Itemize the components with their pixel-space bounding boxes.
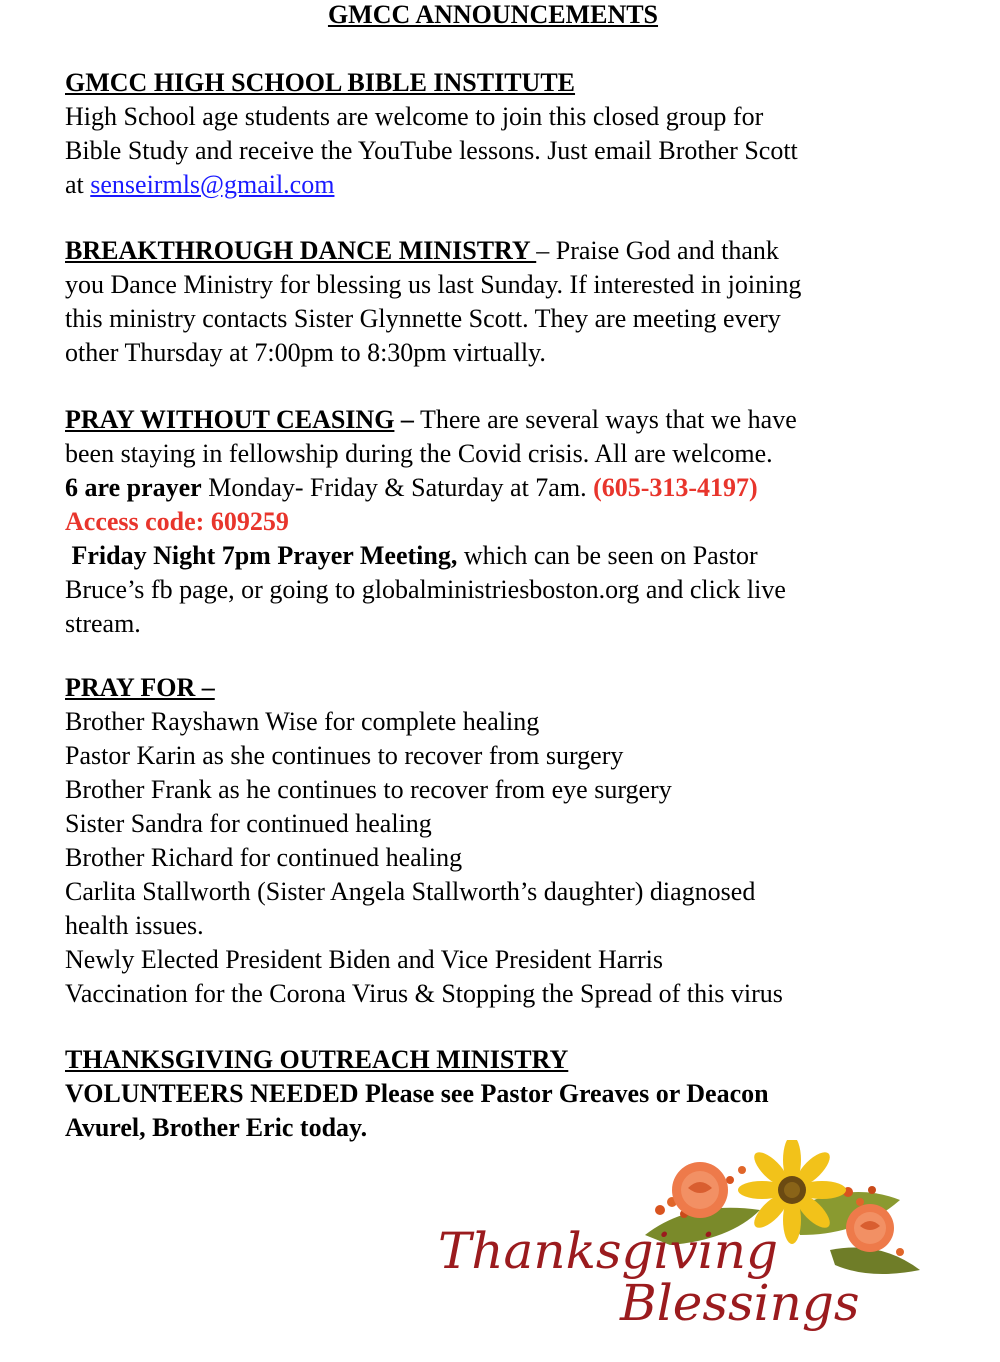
pray-for-heading: PRAY FOR –	[65, 673, 215, 702]
list-item: Brother Rayshawn Wise for complete healing	[65, 707, 540, 736]
pray-without-ceasing-section	[65, 403, 965, 641]
friday-prayer-line-2: Bruce’s fb page, or going to globalministriesboston.org and click live	[65, 575, 786, 604]
bible-institute-heading: GMCC HIGH SCHOOL BIBLE INSTITUTE	[65, 68, 576, 97]
pray-ceasing-dash: –	[394, 405, 414, 434]
list-item: Sister Sandra for continued healing	[65, 809, 432, 838]
prayer-access-code: Access code: 609259	[65, 507, 289, 536]
page-title: GMCC ANNOUNCEMENTS	[327, 0, 659, 29]
list-item: Carlita Stallworth (Sister Angela Stallworth’s daughter) diagnosed	[65, 877, 756, 906]
thanksgiving-outreach-section	[65, 1043, 965, 1145]
bible-institute-section	[65, 66, 965, 202]
email-link[interactable]: senseirmls@gmail.com	[90, 170, 335, 199]
dance-line-3: this ministry contacts Sister Glynnette Scott. They are meeting every	[65, 304, 781, 333]
friday-prayer-label: Friday Night 7pm Prayer Meeting,	[65, 541, 458, 570]
blessings-script-text: Blessings	[620, 1274, 860, 1332]
list-item: Pastor Karin as she continues to recover from surgery	[65, 741, 624, 770]
list-item: health issues.	[65, 911, 204, 940]
dance-ministry-heading: BREAKTHROUGH DANCE MINISTRY	[65, 236, 537, 265]
dance-line-1: – Praise God and thank	[536, 236, 779, 265]
dance-line-2: you Dance Ministry for blessing us last Sunday. If interested in joining	[65, 270, 802, 299]
dance-line-4: other Thursday at 7:00pm to 8:30pm virtually.	[65, 338, 546, 367]
volunteers-line-1: VOLUNTEERS NEEDED Please see Pastor Greaves or Deacon	[65, 1079, 769, 1108]
pray-ceasing-line-2: been staying in fellowship during the Covid crisis. All are welcome.	[65, 439, 773, 468]
six-prayer-label: 6 are prayer	[65, 473, 202, 502]
pray-ceasing-heading: PRAY WITHOUT CEASING	[65, 405, 395, 434]
pray-for-section	[65, 671, 965, 1011]
six-prayer-schedule: Monday- Friday & Saturday at 7am.	[201, 473, 594, 502]
list-item: Brother Frank as he continues to recover from eye surgery	[65, 775, 672, 804]
list-item: Newly Elected President Biden and Vice President Harris	[65, 945, 663, 974]
rose-decoration	[846, 1204, 894, 1252]
friday-prayer-text: which can be seen on Pastor	[457, 541, 758, 570]
friday-prayer-line-3: stream.	[65, 609, 141, 638]
list-item: Vaccination for the Corona Virus & Stopping the Spread of this virus	[65, 979, 783, 1008]
thanksgiving-script-text: Thanksgiving	[438, 1222, 778, 1280]
rose-decoration	[672, 1162, 728, 1218]
thanksgiving-heading: THANKSGIVING OUTREACH MINISTRY	[65, 1045, 569, 1074]
bible-at: at	[65, 170, 91, 199]
bible-line-2: Bible Study and receive the YouTube lessons. Just email Brother Scott	[65, 136, 798, 165]
prayer-phone: (605-313-4197)	[593, 473, 758, 502]
bible-line-1: High School age students are welcome to join this closed group for	[65, 102, 764, 131]
volunteers-line-2: Avurel, Brother Eric today.	[65, 1113, 368, 1142]
dance-ministry-section	[65, 234, 965, 370]
thanksgiving-blessings-graphic	[430, 1140, 930, 1355]
list-item: Brother Richard for continued healing	[65, 843, 463, 872]
pray-ceasing-line-1: There are several ways that we have	[413, 405, 797, 434]
